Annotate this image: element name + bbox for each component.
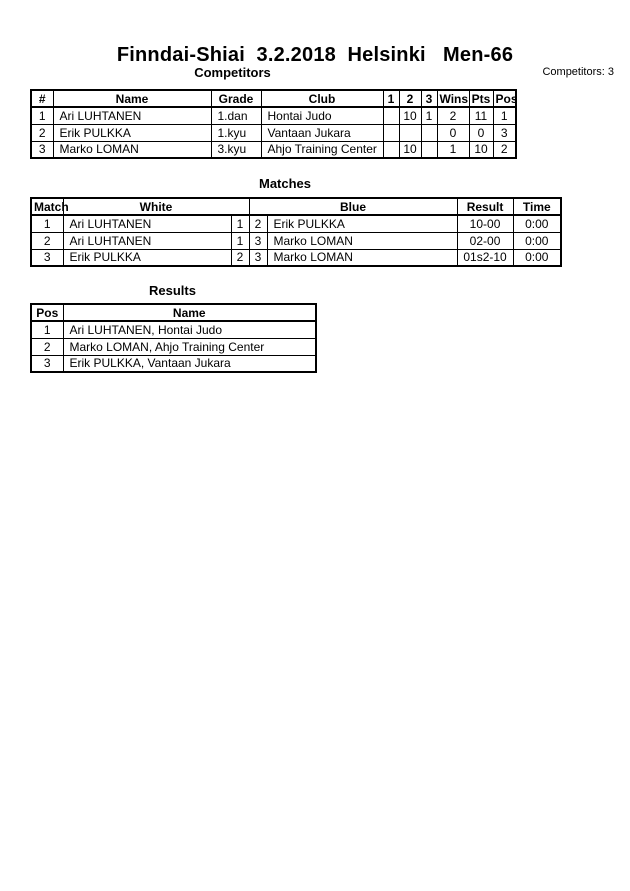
cell-club: Vantaan Jukara <box>261 124 383 141</box>
cell-time: 0:00 <box>513 232 561 249</box>
col-header-2: 2 <box>399 90 421 107</box>
cell-white-num: 1 <box>231 232 249 249</box>
cell-name: Marko LOMAN <box>53 141 211 158</box>
cell-blue-num: 2 <box>249 215 267 232</box>
col-header-time: Time <box>513 198 561 215</box>
cell-name: Ari LUHTANEN <box>53 107 211 124</box>
col-header-grade: Grade <box>211 90 261 107</box>
cell-vs2: 10 <box>399 107 421 124</box>
cell-pos: 1 <box>31 321 63 338</box>
competitors-heading: Competitors <box>194 65 271 80</box>
table-row <box>31 321 316 338</box>
cell-pos: 3 <box>31 355 63 372</box>
cell-vs2: 10 <box>399 141 421 158</box>
cell-vs3 <box>421 124 437 141</box>
page-title: Finndai-Shiai 3.2.2018 Helsinki Men-66 <box>116 44 514 66</box>
cell-num: 2 <box>31 124 53 141</box>
cell-vs2 <box>399 124 421 141</box>
cell-match-num: 3 <box>31 249 63 266</box>
cell-num: 3 <box>31 141 53 158</box>
cell-time: 0:00 <box>513 215 561 232</box>
col-header-pos: Pos <box>31 304 63 321</box>
cell-name: Ari LUHTANEN, Hontai Judo <box>63 321 316 338</box>
cell-blue-name: Marko LOMAN <box>267 232 457 249</box>
col-header-name: Name <box>53 90 211 107</box>
table-row <box>31 249 561 266</box>
cell-name: Erik PULKKA, Vantaan Jukara <box>63 355 316 372</box>
table-header-row <box>31 198 561 215</box>
cell-grade: 3.kyu <box>211 141 261 158</box>
matches-heading: Matches <box>258 176 312 191</box>
table-row <box>31 124 516 141</box>
cell-vs1 <box>383 124 399 141</box>
cell-time: 0:00 <box>513 249 561 266</box>
col-header-3: 3 <box>421 90 437 107</box>
cell-white-num: 2 <box>231 249 249 266</box>
table-row <box>31 355 316 372</box>
cell-match-num: 2 <box>31 232 63 249</box>
cell-wins: 0 <box>437 124 469 141</box>
results-table <box>30 303 317 373</box>
matches-table <box>30 197 562 267</box>
cell-pts: 11 <box>469 107 493 124</box>
cell-club: Ahjo Training Center <box>261 141 383 158</box>
table-row <box>31 338 316 355</box>
cell-vs1 <box>383 141 399 158</box>
competitors-count-label: Competitors: 3 <box>542 66 614 78</box>
col-header-pts: Pts <box>469 90 493 107</box>
cell-grade: 1.dan <box>211 107 261 124</box>
col-header-match: Match <box>31 198 63 215</box>
cell-pos: 2 <box>493 141 516 158</box>
cell-wins: 2 <box>437 107 469 124</box>
cell-white-name: Ari LUHTANEN <box>63 232 231 249</box>
cell-pts: 0 <box>469 124 493 141</box>
cell-num: 1 <box>31 107 53 124</box>
col-header-pos: Pos <box>493 90 516 107</box>
cell-white-name: Ari LUHTANEN <box>63 215 231 232</box>
cell-vs1 <box>383 107 399 124</box>
table-header-row <box>31 90 516 107</box>
cell-pos: 1 <box>493 107 516 124</box>
cell-pos: 2 <box>31 338 63 355</box>
cell-blue-name: Marko LOMAN <box>267 249 457 266</box>
col-header-name: Name <box>63 304 316 321</box>
col-header-white: White <box>63 198 249 215</box>
cell-result: 01s2-10 <box>457 249 513 266</box>
cell-pos: 3 <box>493 124 516 141</box>
cell-result: 10-00 <box>457 215 513 232</box>
cell-name: Erik PULKKA <box>53 124 211 141</box>
cell-grade: 1.kyu <box>211 124 261 141</box>
cell-white-name: Erik PULKKA <box>63 249 231 266</box>
table-row <box>31 141 516 158</box>
cell-blue-num: 3 <box>249 232 267 249</box>
table-row <box>31 215 561 232</box>
cell-wins: 1 <box>437 141 469 158</box>
table-header-row <box>31 304 316 321</box>
cell-pts: 10 <box>469 141 493 158</box>
cell-match-num: 1 <box>31 215 63 232</box>
cell-name: Marko LOMAN, Ahjo Training Center <box>63 338 316 355</box>
cell-result: 02-00 <box>457 232 513 249</box>
cell-white-num: 1 <box>231 215 249 232</box>
cell-blue-num: 3 <box>249 249 267 266</box>
cell-club: Hontai Judo <box>261 107 383 124</box>
cell-vs3: 1 <box>421 107 437 124</box>
cell-vs3 <box>421 141 437 158</box>
col-header-blue: Blue <box>249 198 457 215</box>
cell-blue-name: Erik PULKKA <box>267 215 457 232</box>
table-row <box>31 107 516 124</box>
col-header-club: Club <box>261 90 383 107</box>
col-header-wins: Wins <box>437 90 469 107</box>
col-header-result: Result <box>457 198 513 215</box>
col-header-1: 1 <box>383 90 399 107</box>
competitors-table <box>30 89 517 159</box>
table-row <box>31 232 561 249</box>
col-header-num: # <box>31 90 53 107</box>
results-heading: Results <box>149 283 196 298</box>
